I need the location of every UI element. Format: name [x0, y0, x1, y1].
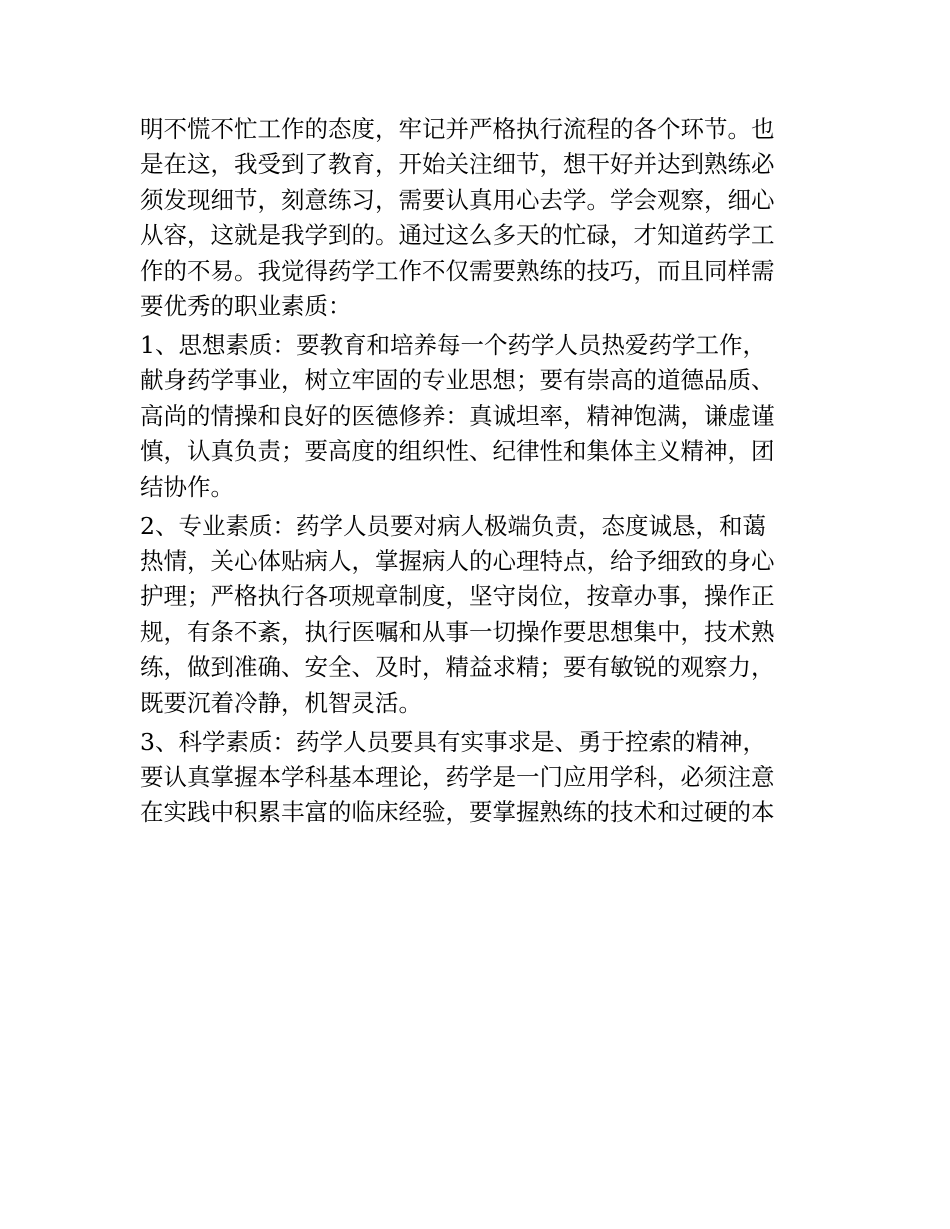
text-line: 练，做到准确、安全、及时，精益求精；要有敏锐的观察力， — [140, 653, 775, 682]
text-line: 献身药学事业，树立牢固的专业思想；要有崇高的道德品质、 — [140, 366, 775, 395]
text-line: 作的不易。我觉得药学工作不仅需要熟练的技巧，而且同样需 — [140, 256, 775, 285]
text-line: 明不慌不忙工作的态度，牢记并严格执行流程的各个环节。也 — [140, 115, 775, 143]
text-line: 3、科学素质：药学人员要具有实事求是、勇于控索的精神， — [140, 727, 766, 756]
text-line: 结协作。 — [140, 472, 234, 501]
text-line: 热情，关心体贴病人，掌握病人的心理特点，给予细致的身心 — [140, 547, 775, 575]
text-line: 护理；严格执行各项规章制度，坚守岗位，按章办事，操作正 — [140, 582, 775, 611]
text-line: 2、专业素质：药学人员要对病人极端负责，态度诚恳，和蔼 — [140, 511, 766, 540]
text-line: 须发现细节，刻意练习，需要认真用心去学。学会观察，细心 — [140, 185, 775, 214]
text-line: 在实践中积累丰富的临床经验，要掌握熟练的技术和过硬的本 — [140, 798, 775, 827]
text-line: 既要沉着冷静，机智灵活。 — [140, 688, 422, 717]
text-line: 1、思想素质：要教育和培养每一个药学人员热爱药学工作， — [140, 331, 766, 359]
text-line: 高尚的情操和良好的医德修养：真诚坦率，精神饱满，谦虚谨 — [140, 401, 775, 430]
text-line: 从容，这就是我学到的。通过这么多天的忙碌，才知道药学工 — [140, 221, 775, 250]
text-line: 规，有条不紊，执行医嘱和从事一切操作要思想集中，技术熟 — [140, 617, 775, 646]
text-line: 是在这，我受到了教育，开始关注细节，想干好并达到熟练必 — [140, 150, 775, 179]
text-line: 要认真掌握本学科基本理论，药学是一门应用学科，必须注意 — [140, 763, 775, 791]
text-line: 要优秀的职业素质： — [140, 292, 352, 320]
text-line: 慎，认真负责；要高度的组织性、纪律性和集体主义精神，团 — [140, 437, 775, 466]
